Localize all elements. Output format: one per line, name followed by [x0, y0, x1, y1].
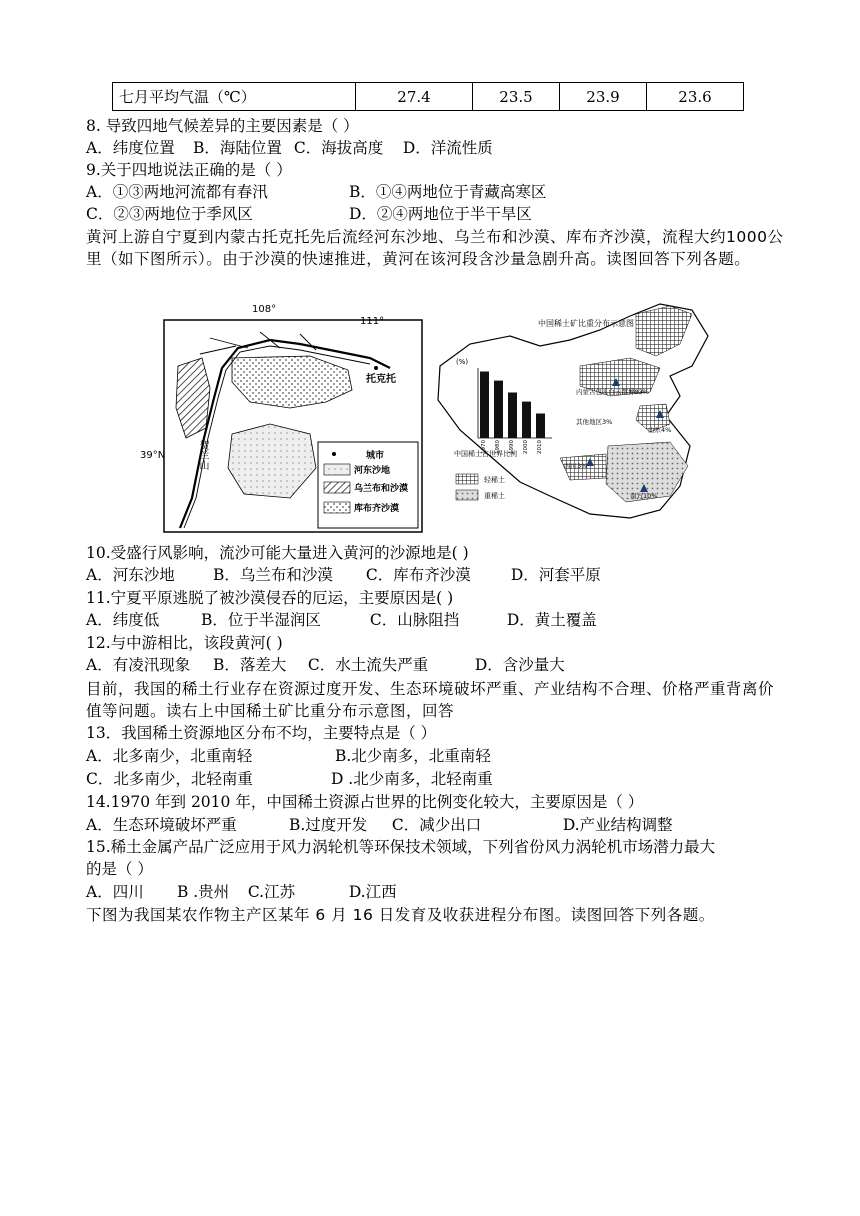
latitude-39: 39°N: [140, 450, 166, 461]
q15-stem-cont: 的是（ ）: [86, 860, 153, 878]
q15-options: [86, 882, 397, 902]
label-sichuan: 四川3%: [564, 462, 588, 470]
option: D.产业结构调整: [562, 816, 673, 834]
table-cell: 23.5: [473, 83, 560, 111]
chart-caption: 中国稀土占世界比例: [454, 450, 517, 458]
option: A．纬度低: [86, 611, 160, 629]
legend-light-swatch: [456, 474, 478, 484]
option: A．北多南少，北重南轻: [86, 747, 253, 765]
option: C．水土流失严重: [307, 656, 429, 674]
temperature-table: [112, 82, 744, 111]
chart-bar: [494, 381, 503, 438]
q10-stem: 10.受盛行风影响，流沙可能大量进入黄河的沙源地是( ): [86, 544, 469, 562]
helan-mountain-label: 贺兰山: [178, 440, 208, 451]
city-marker: [374, 366, 378, 370]
legend-kubuqi: 库布齐沙漠: [354, 504, 400, 514]
option: A．河东沙地: [86, 566, 175, 584]
yellow-river-map: [140, 298, 425, 538]
q9-stem: 9.关于四地说法正确的是（ ）: [86, 161, 292, 179]
chart-bar: [522, 402, 531, 438]
chart-tick-label: 1970: [481, 440, 487, 454]
chart-bar: [508, 393, 517, 439]
legend-ulanbuh: 乌兰布和沙漠: [354, 484, 409, 494]
option: C．减少出口: [391, 816, 482, 834]
map-title: 中国稀土矿比重分布示意图: [538, 319, 634, 328]
option: C．海拔高度: [293, 139, 384, 157]
option: B.过度开发: [288, 816, 368, 834]
q11-stem: 11.宁夏平原逃脱了被沙漠侵吞的厄运，主要原因是( ): [86, 589, 454, 607]
option: A．有凌汛现象: [86, 656, 191, 674]
table-row: [113, 83, 744, 111]
q9-options-row1: [86, 182, 546, 202]
q15-stem: 15.稀土金属产品广泛应用于风力涡轮机等环保技术领域，下列省份风力涡轮机市场潜力最大: [86, 838, 716, 856]
option: B .贵州: [176, 883, 230, 901]
option: D．②④两地位于半干旱区: [348, 205, 532, 223]
label-inner-mongolia: 内蒙古包头白云鄂博83%: [576, 388, 649, 396]
longitude-108: 108°: [252, 304, 277, 315]
label-other: 其他地区3%: [576, 418, 613, 426]
legend-heavy: 重稀土: [484, 492, 505, 500]
option: D．含沙量大: [474, 656, 565, 674]
option: D．河套平原: [510, 566, 601, 584]
q12-options: [86, 655, 565, 675]
q12-stem: 12.与中游相比，该段黄河( ): [86, 634, 283, 652]
table-cell: 23.6: [647, 83, 744, 111]
chart-tick-label: 2010: [537, 440, 543, 454]
option: B.北少南多，北重南轻: [334, 747, 491, 765]
chart-bar: [536, 414, 545, 439]
legend-light: 轻稀土: [484, 476, 505, 484]
option: A．纬度位置: [86, 139, 175, 157]
option: D．洋流性质: [402, 139, 493, 157]
chart-tick-label: 2000: [523, 440, 529, 454]
rare-earth-map: [430, 296, 730, 540]
option: C．库布齐沙漠: [365, 566, 471, 584]
row-label: 七月平均气温（℃）: [113, 83, 356, 111]
option: D.江西: [348, 883, 397, 901]
label-south: 南方10%: [630, 492, 658, 500]
q14-stem: 14.1970 年到 2010 年，中国稀土资源占世界的比例变化较大，主要原因是（ ）: [86, 793, 644, 811]
table-cell: 23.9: [560, 83, 647, 111]
label-shandong: 山东4%: [648, 426, 672, 434]
passage-rare-earth: 目前，我国的稀土行业存在资源过度开发、生态环境破坏严重、产业结构不合理、价格严重背离价值等问题。读右上中国稀土矿比重分布示意图，回答: [86, 680, 775, 720]
q11-options: [86, 610, 597, 630]
q10-options: [86, 565, 601, 585]
q14-options: [86, 815, 673, 835]
option: C．②③两地位于季风区: [86, 205, 253, 223]
q13-options-row1: [86, 746, 491, 766]
passage-yellow-river: 黄河上游自宁夏到内蒙古托克托先后流经河东沙地、乌兰布和沙漠、库布齐沙漠，流程大约1000公里（如下图所示）。由于沙漠的快速推进，黄河在该河段含沙量急剧升高。读图回答下列各题。: [86, 228, 784, 268]
q13-stem: 13．我国稀土资源地区分布不均，主要特点是（ ）: [86, 724, 437, 742]
q8-stem: 8. 导致四地气候差异的主要因素是（ ）: [86, 117, 359, 135]
option: A．①③两地河流都有春汛: [86, 183, 268, 201]
option: C.江苏: [247, 883, 296, 901]
passage-crop: 下图为我国某农作物主产区某年 6 月 16 日发育及收获进程分布图。读图回答下列各题。: [86, 906, 715, 924]
option: C．北多南少，北轻南重: [86, 770, 253, 788]
chart-tick-label: 1990: [509, 440, 515, 454]
option: B．位于半湿润区: [200, 611, 321, 629]
chart-tick-label: 1980: [495, 440, 501, 454]
legend-city: 城市: [366, 451, 385, 461]
q8-options: [86, 138, 493, 158]
city-tuoketuo: 托克托: [366, 374, 396, 385]
option: B．海陆位置: [192, 139, 282, 157]
legend-heavy-swatch: [456, 490, 478, 500]
chart-unit: (%): [456, 358, 469, 366]
option: A．生态环境破坏严重: [86, 816, 237, 834]
option: D．黄土覆盖: [506, 611, 597, 629]
option: A．四川: [86, 883, 144, 901]
table-cell: 27.4: [356, 83, 473, 111]
longitude-111: 111°: [360, 316, 385, 327]
q13-options-row2: [86, 769, 493, 789]
legend-hedong: 河东沙地: [354, 466, 391, 476]
option: C．山脉阻挡: [369, 611, 460, 629]
option: B．乌兰布和沙漠: [212, 566, 333, 584]
chart-bar: [480, 372, 489, 439]
option: D .北少南多，北轻南重: [330, 770, 493, 788]
option: B．①④两地位于青藏高寒区: [348, 183, 547, 201]
q9-options-row2: [86, 204, 532, 224]
option: B．落差大: [212, 656, 287, 674]
